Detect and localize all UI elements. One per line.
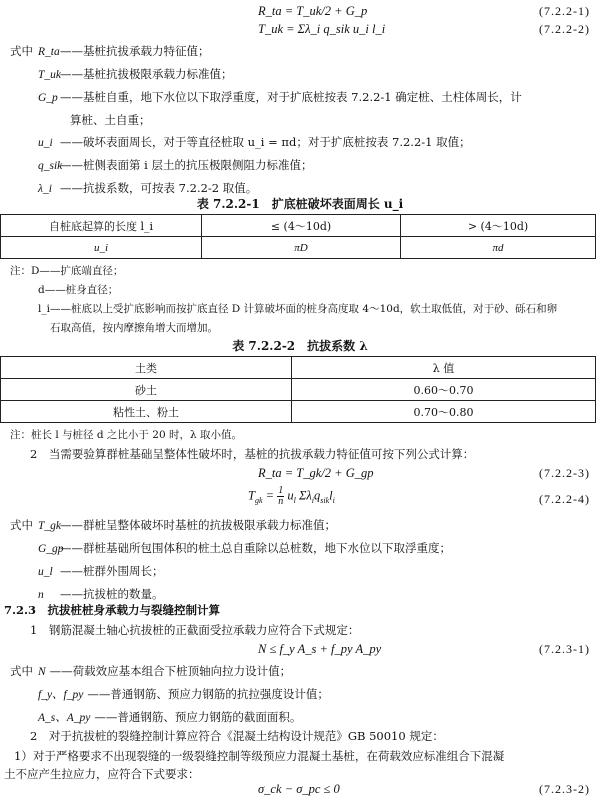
definition-list-3: 式中 N ——荷载效应基本组合下桩顶轴向拉力设计值； f_y、f_py ——普通钢筋、预应力钢筋的抗拉强度设计值； A_s、A_py ——普通钢筋、预应力钢筋的截面面积。 — [10, 664, 329, 724]
table-header-row: 土类 λ 值 — [1, 357, 596, 379]
formula-7-2-3-1: N ≤ f_y A_s + f_py A_py — [258, 642, 382, 656]
table-7-2-2-1 — [0, 214, 596, 259]
definition-list-1: 式中 R_ta——基桩抗拔承载力特征值； T_uk——基桩抗拔极限承载力标准值； G_p ——基桩自重，地下水位以下取浮重度，对于扩底桩按表 7.2.2-1 确定桩、土柱体周长，计 算桩、土自重； u_i ——破坏表面周长，对于等直径桩取 u_i = πd；对于扩底桩按表 7.2.2-1 取值； q_sik——桩侧表面第 i 层土的抗压极限侧阻力标准值； λ_i ——抗拔系数，可按表 7.2.2-2 取值。 — [10, 40, 595, 200]
table-notes-1: 注：D——扩底端直径； d——桩身直径； l_i——桩底以上受扩底影响而按扩底直径 D 计算破坏面的桩身高度取 4～10d，软土取低值，对于砂、砾石和卵 石取高值，按内摩擦角增大而增加。 — [10, 265, 558, 334]
equation-number: (7.2.2-4) — [539, 492, 590, 506]
section-7-2-3: 7.2.3 抗拔桩桩身承载力与裂缝控制计算 — [4, 603, 221, 617]
table-row: 砂土 0.60～0.70 — [1, 379, 596, 401]
table-caption-7-2-2-1: 表 7.2.2-1 扩底桩破坏表面周长 u_i — [196, 197, 404, 211]
table-row: u_i πD πd — [1, 237, 596, 259]
table-row: 粘性土、粉土 0.70～0.80 — [1, 401, 596, 423]
equation-number: (7.2.3-1) — [539, 642, 590, 656]
equation-number: (7.2.2-3) — [539, 466, 590, 480]
definition-list-2: 式中 T_gk——群桩呈整体破坏时基桩的抗拔极限承载力标准值； G_gp——群桩基础所包围体积的桩土总自重除以总桩数，地下水位以下取浮重度； u_l ——桩群外围周长； n ——抗拔桩的数量。 — [10, 518, 451, 601]
item-3-2-1: 1）对于严格要求不出现裂缝的一级裂缝控制等级预应力混凝土基桩，在荷载效应标准组合下混凝 — [14, 749, 505, 763]
formula-7-2-2-3: R_ta = T_gk/2 + G_gp — [258, 466, 374, 480]
formula-7-2-2-1: R_ta = T_uk/2 + G_p — [258, 4, 368, 18]
table-caption-7-2-2-2: 表 7.2.2-2 抗拔系数 λ — [232, 339, 368, 353]
item-3-2: 2 对于抗拔桩的裂缝控制计算应符合《混凝土结构设计规范》GB 50010 规定： — [30, 729, 444, 743]
formula-7-2-2-2: T_uk = Σλ_i q_sik u_i l_i — [258, 22, 386, 36]
equation-number: (7.2.2-1) — [539, 4, 590, 18]
formula-7-2-2-4: $T_{gk}$ = $\frac{1}{n}$ $u_l$ $\Sigma\lambda_iq_{sik}l_i$ — [248, 485, 335, 507]
item-3-1: 1 钢筋混凝土轴心抗拔桩的正截面受拉承载力应符合下式规定： — [30, 623, 360, 637]
equation-number: (7.2.2-2) — [539, 22, 590, 36]
table-note-2: 注：桩长 l 与桩径 d 之比小于 20 时，λ 取小值。 — [10, 429, 242, 441]
table-header-row: 自桩底起算的长度 l_i ≤ (4～10d) > (4～10d) — [1, 215, 596, 237]
item-2: 2 当需要验算群桩基础呈整体性破坏时，基桩的抗拔承载力特征值可按下列公式计算： — [30, 447, 475, 461]
item-3-2-1-cont: 土不应产生拉应力，应符合下式要求： — [4, 767, 200, 781]
table-7-2-2-2 — [0, 356, 596, 423]
equation-number: (7.2.3-2) — [539, 782, 590, 796]
where-label: 式中 — [10, 44, 33, 58]
formula-7-2-3-2: σ_ck − σ_pc ≤ 0 — [258, 782, 340, 796]
